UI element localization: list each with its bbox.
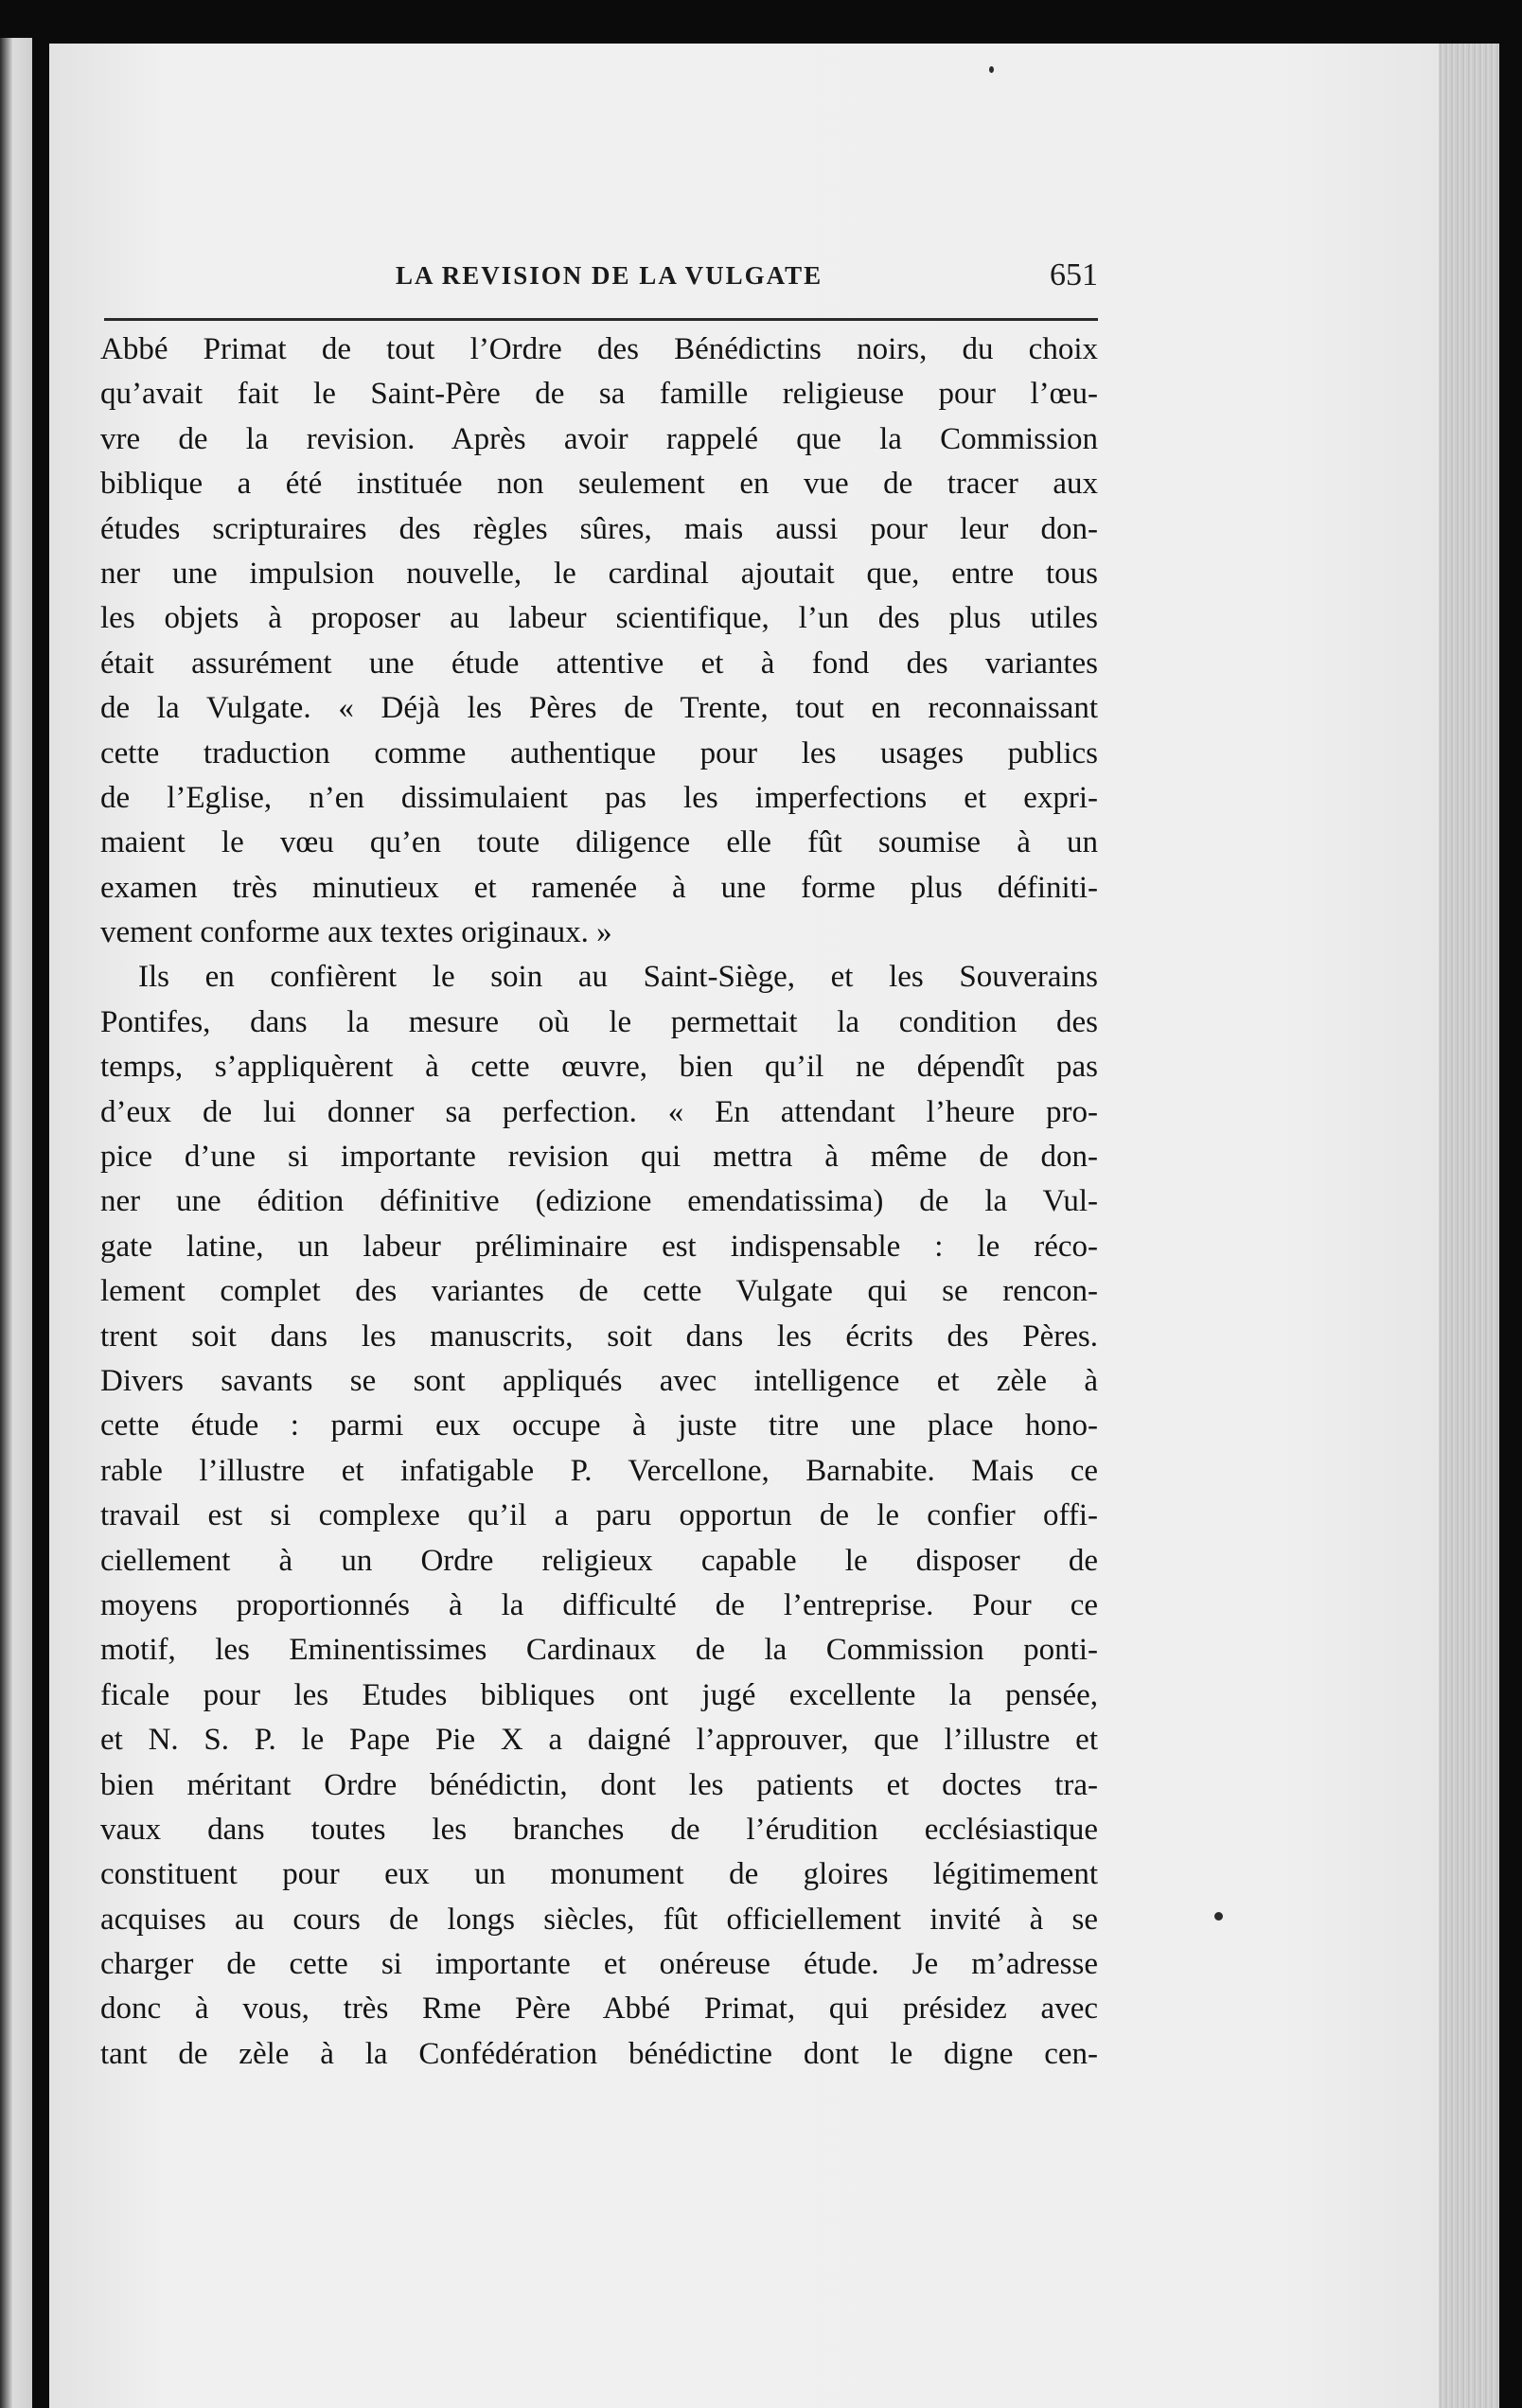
text-line: travail est si complexe qu’il a paru opportun de le confier offi-	[100, 1498, 1098, 1533]
text-line: donc à vous, très Rme Père Abbé Primat, qui présidez avec	[100, 1992, 1098, 2027]
text-line: qu’avait fait le Saint-Père de sa famille religieuse pour l’œu-	[100, 377, 1098, 412]
text-line: Pontifes, dans la mesure où le permettait la condition des	[100, 1004, 1098, 1039]
text-line: ficale pour les Etudes bibliques ont jugé excellente la pensée,	[100, 1677, 1098, 1712]
header-rule	[104, 318, 1098, 321]
text-line: tant de zèle à la Confédération bénédictine dont le digne cen-	[100, 2036, 1098, 2071]
text-line: trent soit dans les manuscrits, soit dans les écrits des Pères.	[100, 1319, 1098, 1354]
text-line: acquises au cours de longs siècles, fût officiellement invité à se	[100, 1902, 1098, 1937]
text-line: Ils en confièrent le soin au Saint-Siège, et les Souverains	[138, 960, 1098, 995]
text-line: vaux dans toutes les branches de l’érudition ecclésiastique	[100, 1812, 1098, 1847]
page-stack-edge	[1439, 44, 1499, 2408]
text-line: motif, les Eminentissimes Cardinaux de la Commission ponti-	[100, 1633, 1098, 1668]
text-line: Abbé Primat de tout l’Ordre des Bénédictins noirs, du choix	[100, 332, 1098, 366]
body-text	[100, 328, 1098, 2077]
text-line: charger de cette si importante et onéreuse étude. Je m’adresse	[100, 1947, 1098, 1982]
text-line: études scripturaires des règles sûres, mais aussi pour leur don-	[100, 511, 1098, 546]
text-line: et N. S. P. le Pape Pie X a daigné l’approuver, que l’illustre et	[100, 1723, 1098, 1758]
running-head-title: LA REVISION DE LA VULGATE	[396, 261, 823, 290]
text-line: biblique a été instituée non seulement en vue de tracer aux	[100, 467, 1098, 502]
text-line: rable l’illustre et infatigable P. Vercellone, Barnabite. Mais ce	[100, 1453, 1098, 1488]
text-line: cette traduction comme authentique pour les usages publics	[100, 735, 1098, 770]
ink-speck	[1214, 1912, 1223, 1921]
text-line: cette étude : parmi eux occupe à juste titre une place hono-	[100, 1408, 1098, 1443]
previous-page-edge	[0, 38, 32, 2408]
text-line: examen très minutieux et ramenée à une forme plus définiti-	[100, 870, 1098, 905]
text-line: temps, s’appliquèrent à cette œuvre, bien qu’il ne dépendît pas	[100, 1050, 1098, 1085]
ink-speck	[989, 66, 994, 73]
text-line: ner une impulsion nouvelle, le cardinal ajoutait que, entre tous	[100, 556, 1098, 591]
text-line: bien méritant Ordre bénédictin, dont les patients et doctes tra-	[100, 1767, 1098, 1802]
text-line: gate latine, un labeur préliminaire est indispensable : le réco-	[100, 1229, 1098, 1264]
text-line: vement conforme aux textes originaux. »	[100, 915, 612, 950]
text-line: vre de la revision. Après avoir rappelé que la Commission	[100, 421, 1098, 456]
text-line: les objets à proposer au labeur scientifique, l’un des plus utiles	[100, 601, 1098, 636]
text-line: de l’Eglise, n’en dissimulaient pas les imperfections et expri-	[100, 780, 1098, 815]
text-line: maient le vœu qu’en toute diligence elle fût soumise à un	[100, 825, 1098, 860]
text-line: constituent pour eux un monument de gloires légitimement	[100, 1857, 1098, 1892]
running-head	[102, 257, 1098, 314]
text-line: était assurément une étude attentive et à fond des variantes	[100, 646, 1098, 681]
page-number: 651	[1050, 257, 1098, 292]
text-line: ciellement à un Ordre religieux capable le disposer de	[100, 1543, 1098, 1578]
text-line: moyens proportionnés à la difficulté de l’entreprise. Pour ce	[100, 1587, 1098, 1622]
text-line: lement complet des variantes de cette Vulgate qui se rencon-	[100, 1274, 1098, 1309]
text-line: de la Vulgate. « Déjà les Pères de Trente, tout en reconnaissant	[100, 691, 1098, 726]
text-line: Divers savants se sont appliqués avec intelligence et zèle à	[100, 1363, 1098, 1398]
text-line: pice d’une si importante revision qui mettra à même de don-	[100, 1140, 1098, 1175]
text-line: d’eux de lui donner sa perfection. « En attendant l’heure pro-	[100, 1094, 1098, 1129]
text-line: ner une édition définitive (edizione emendatissima) de la Vul-	[100, 1184, 1098, 1219]
